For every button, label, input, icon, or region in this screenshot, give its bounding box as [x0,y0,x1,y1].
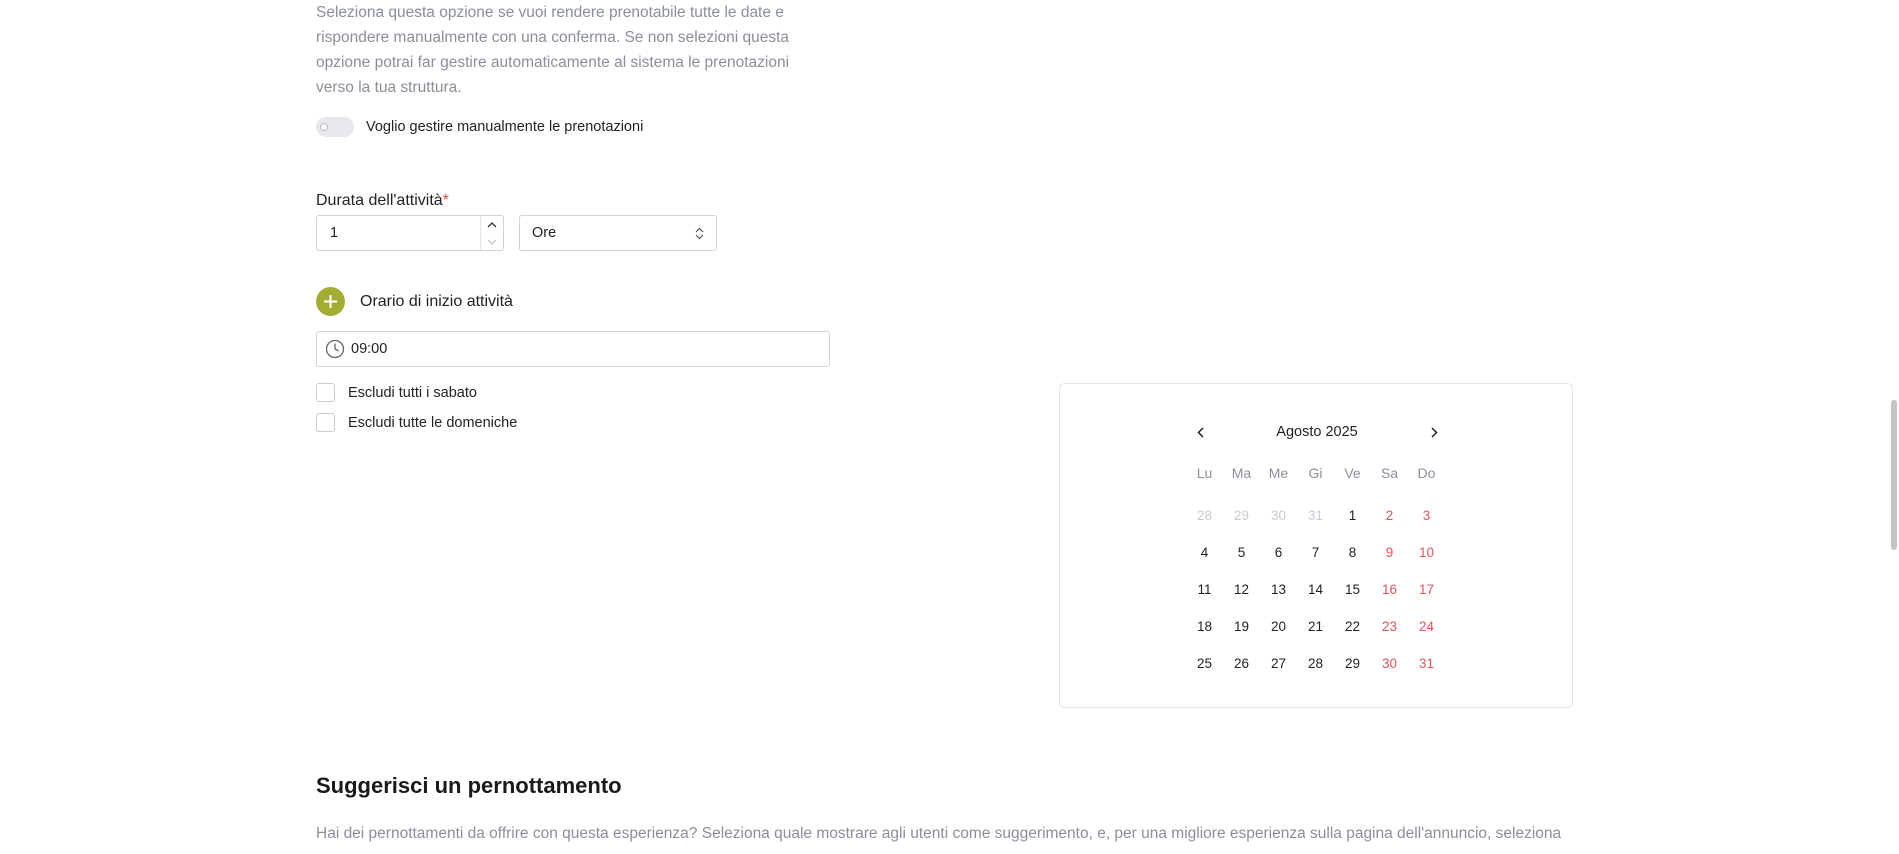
calendar-weekday: Me [1268,465,1289,481]
calendar-day[interactable]: 10 [1418,545,1435,560]
add-start-time-button[interactable] [316,287,345,316]
start-time-row [316,287,513,316]
calendar-day: 30 [1270,508,1287,523]
stepper-down-button[interactable] [481,233,503,250]
calendar-day[interactable]: 31 [1418,656,1435,671]
calendar-day[interactable]: 22 [1344,619,1361,634]
exclude-saturdays-checkbox[interactable] [316,383,335,402]
calendar-day[interactable]: 23 [1381,619,1398,634]
overnight-section-description: Hai dei pernottamenti da offrire con questa esperienza? Seleziona quale mostrare agli utenti come suggerimento, e, per una migliore esperienza sulla pagina dell'annuncio, seleziona [316,825,1562,842]
availability-calendar [1059,383,1573,708]
calendar-day[interactable]: 27 [1270,656,1287,671]
start-time-input[interactable] [316,331,830,367]
start-time-label: Orario di inizio attività [360,292,513,310]
calendar-header [1190,422,1444,442]
calendar-day[interactable]: 25 [1196,656,1213,671]
duration-label [316,192,449,210]
calendar-grid [1186,460,1445,682]
calendar-day[interactable]: 6 [1274,545,1283,560]
calendar-day[interactable]: 18 [1196,619,1213,634]
calendar-day[interactable]: 17 [1418,582,1435,597]
calendar-day[interactable]: 3 [1422,508,1431,523]
chevron-right-icon [1431,427,1438,438]
calendar-day[interactable]: 30 [1381,656,1398,671]
manual-booking-label: Voglio gestire manualmente le prenotazioni [366,119,644,135]
calendar-day: 31 [1307,508,1324,523]
calendar-day[interactable]: 13 [1270,582,1287,597]
duration-label-text: Durata dell'attività [316,192,443,209]
calendar-day[interactable]: 1 [1348,508,1357,523]
toggle-knob [320,123,328,131]
calendar-day[interactable]: 14 [1307,582,1324,597]
calendar-day[interactable]: 7 [1311,545,1320,560]
calendar-weekday: Ve [1344,465,1361,481]
calendar-day[interactable]: 26 [1233,656,1250,671]
plus-icon [323,294,338,309]
manual-booking-description: Seleziona questa opzione se vuoi rendere prenotabile tutte le date e rispondere manualmente con una conferma. Se non selezioni questa opzione potrai far gestire automaticamente al sistema le prenotazioni verso la tua struttura. [316,4,790,96]
exclude-sundays-row [316,413,517,432]
calendar-day[interactable]: 21 [1307,619,1324,634]
calendar-day[interactable]: 12 [1233,582,1250,597]
previous-month-button[interactable] [1190,422,1210,442]
calendar-month-label: Agosto 2025 [1276,424,1358,440]
calendar-day: 29 [1233,508,1250,523]
exclude-saturdays-label: Escludi tutti i sabato [348,384,477,401]
calendar-day[interactable]: 29 [1344,656,1361,671]
calendar-day: 28 [1196,508,1213,523]
page-scrollbar[interactable] [1891,400,1897,550]
calendar-day[interactable]: 8 [1348,545,1357,560]
exclude-saturdays-row [316,383,477,402]
chevron-up-down-icon [695,227,704,240]
calendar-day[interactable]: 20 [1270,619,1287,634]
manual-booking-toggle[interactable] [316,117,354,137]
duration-unit-select[interactable] [519,215,717,251]
overnight-section-title: Suggerisci un pernottamento [316,773,622,798]
duration-value: 1 [330,225,339,241]
exclude-sundays-checkbox[interactable] [316,413,335,432]
calendar-day[interactable]: 19 [1233,619,1250,634]
clock-icon [325,339,345,359]
chevron-up-icon [487,222,497,228]
calendar-day[interactable]: 28 [1307,656,1324,671]
chevron-left-icon [1197,427,1204,438]
calendar-day[interactable]: 15 [1344,582,1361,597]
manual-booking-row [316,117,643,137]
required-mark: * [442,192,449,209]
chevron-down-icon [487,239,497,245]
calendar-weekday: Lu [1196,465,1213,481]
duration-input[interactable] [316,215,504,251]
duration-unit-value: Ore [532,225,557,241]
calendar-day[interactable]: 2 [1385,508,1394,523]
calendar-day[interactable]: 5 [1237,545,1246,560]
calendar-weekday: Do [1417,465,1436,481]
exclude-sundays-label: Escludi tutte le domeniche [348,414,518,431]
duration-stepper [480,216,503,250]
start-time-value: 09:00 [351,341,388,357]
stepper-up-button[interactable] [481,216,503,233]
calendar-day[interactable]: 4 [1200,545,1209,560]
calendar-day[interactable]: 16 [1381,582,1398,597]
calendar-weekday: Ma [1231,465,1252,481]
calendar-day[interactable]: 9 [1385,545,1394,560]
next-month-button[interactable] [1424,422,1444,442]
calendar-day[interactable]: 11 [1197,582,1212,597]
calendar-weekday: Sa [1380,465,1399,481]
calendar-weekday: Gi [1308,465,1323,481]
calendar-day[interactable]: 24 [1418,619,1435,634]
